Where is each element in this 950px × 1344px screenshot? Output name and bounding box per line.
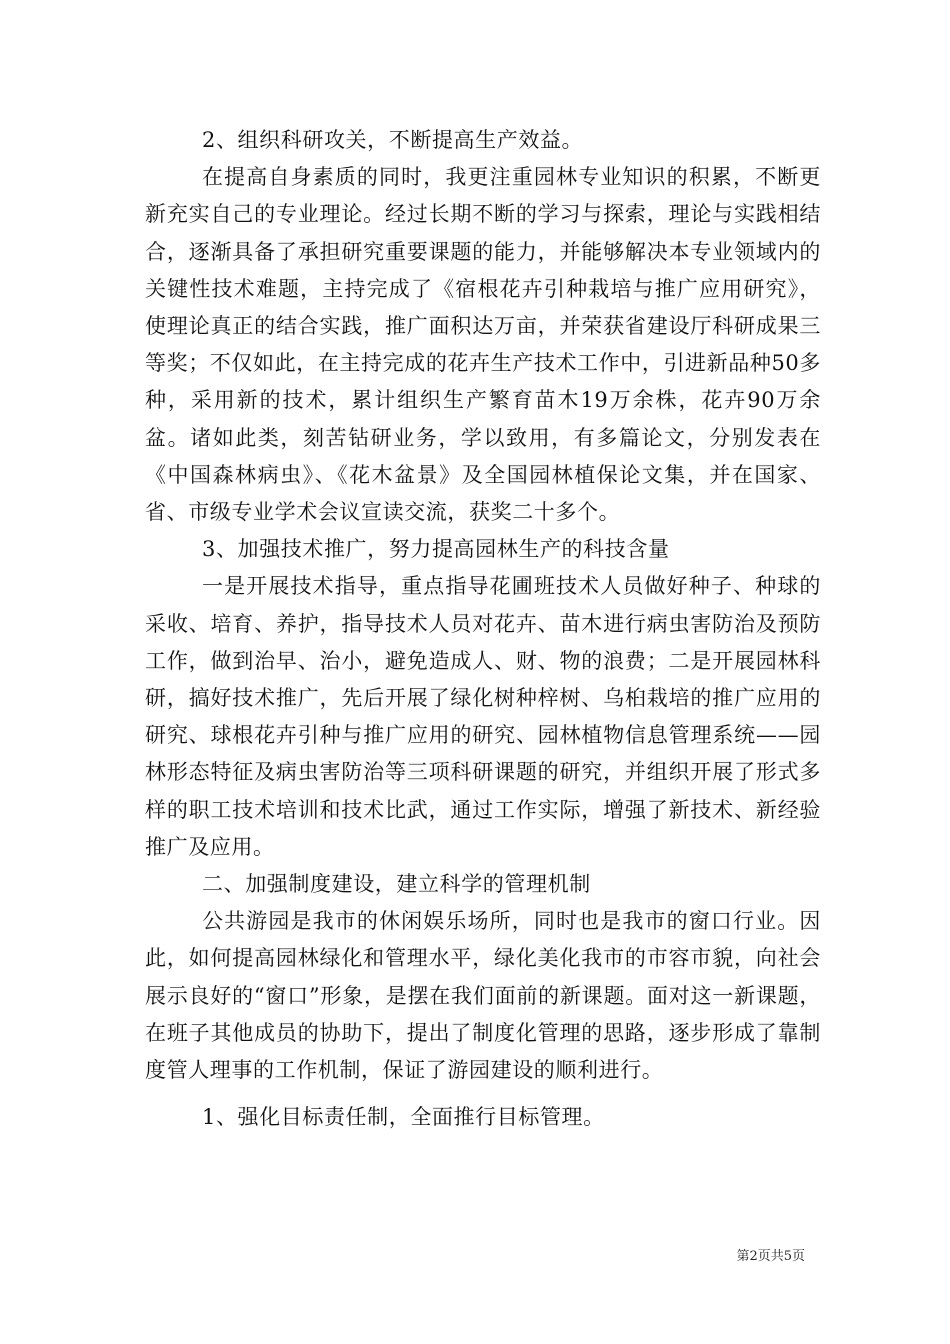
page-number: 第2页共5页 [736,1249,805,1264]
paragraph-heading-tech-promotion: 3、加强技术推广，努力提高园林生产的科技含量 [202,537,670,562]
paragraph-heading-system-building: 二、加强制度建设，建立科学的管理机制 [202,872,591,897]
paragraph-heading-research: 2、组织科研攻关，不断提高生产效益。 [202,128,584,152]
paragraph-tech-promotion-body: 一是开展技术指导，重点指导花圃班技术人员做好种子、种球的采收、培育、养护，指导技术人员对花卉、苗木进行病虫害防治及预防工作，做到治早、治小，避免造成人、财、物的浪费；二是开展园林科研，搞好技术推广，先后开展了绿化树种梓树、乌桕栽培的推广应用的研究、球根花卉引种与推广应用的研究、园林植物信息管理系统——园林形态特征及病虫害防治等三项科研课题的研究，并组织开展了形式多样的职工技术培训和技术比武，通过工作实际，增强了新技术、新经验推广及应用。 [145,574,821,859]
paragraph-heading-target-responsibility: 1、强化目标责任制，全面推行目标管理。 [202,1105,605,1130]
paragraph-system-building-body: 公共游园是我市的休闲娱乐场所，同时也是我市的窗口行业。因此，如何提高园林绿化和管理水平，绿化美化我市的市容市貌，向社会展示良好的“窗口”形象，是摆在我们面前的新课题。面对这一新课题，在班子其他成员的协助下，提出了制度化管理的思路，逐步形成了靠制度管人理事的工作机制，保证了游园建设的顺利进行。 [145,909,821,1083]
document-body [145,122,821,1136]
paragraph-research-body: 在提高自身素质的同时，我更注重园林专业知识的积累，不断更新充实自己的专业理论。经过长期不断的学习与探索，理论与实践相结合，逐渐具备了承担研究重要课题的能力，并能够解决本专业领域内的关键性技术难题，主持完成了《宿根花卉引种栽培与推广应用研究》，使理论真正的结合实践，推广面积达万亩，并荣获省建设厅科研成果三等奖；不仅如此，在主持完成的花卉生产技术工作中，引进新品种50多种，采用新的技术，累计组织生产繁育苗木19万余株，花卉90万余盆。诸如此类，刻苦钻研业务，学以致用，有多篇论文，分别发表在《中国森林病虫》、《花木盆景》及全国园林植保论文集，并在国家、省、市级专业学术会议宣读交流，获奖二十多个。 [145,165,821,525]
page-footer [736,1245,805,1264]
